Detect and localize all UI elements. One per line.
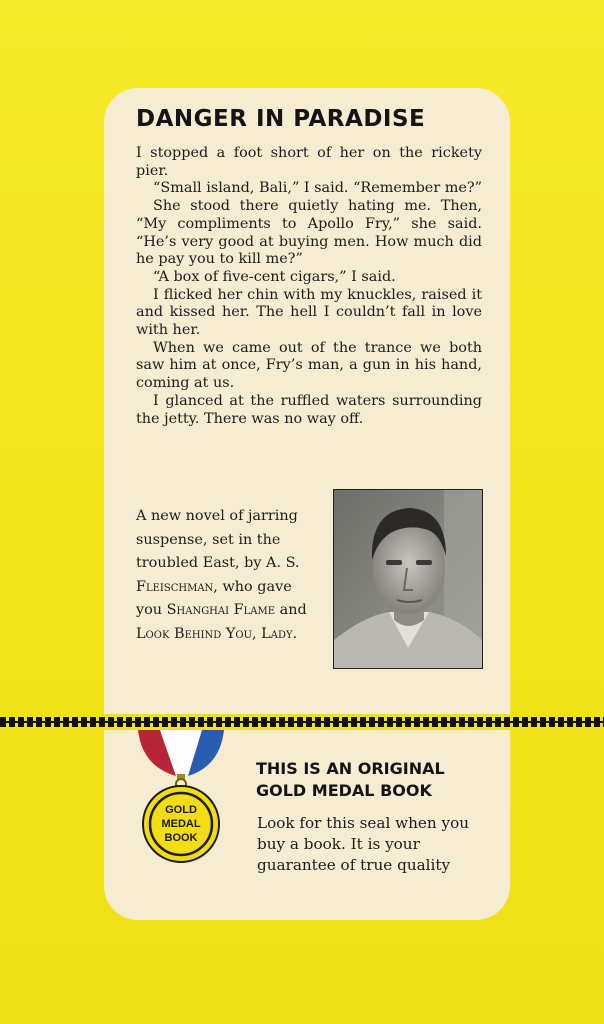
excerpt-paragraph: I glanced at the ruffled waters surrounding the jetty. There was no way off. xyxy=(136,392,482,427)
seal-description: Look for this seal when you buy a book. It is your guarantee of true quality xyxy=(257,814,470,874)
blurb-lead: A new novel of jarring suspense, set in the troubled East, by xyxy=(136,508,298,571)
book-title: DANGER IN PARADISE xyxy=(136,106,426,132)
excerpt-paragraph: I flicked her chin with my knuckles, raised it and kissed her. The hell I couldn’t fall in love with her. xyxy=(136,286,482,339)
previous-book-title: Shanghai Flame xyxy=(166,602,276,618)
seal-heading xyxy=(256,758,486,802)
seal-heading-line: THIS IS AN ORIGINAL xyxy=(256,759,445,778)
excerpt-paragraph: I stopped a foot short of her on the rickety pier. xyxy=(136,145,482,179)
author-portrait-image xyxy=(334,490,482,668)
excerpt-paragraph: “Small island, Bali,” I said. “Remember me?” xyxy=(153,180,483,197)
author-photo xyxy=(333,489,483,669)
excerpt-paragraph: She stood there quietly hating me. Then, “My compliments to Apollo Fry,” she said. “He’s very good at buying men. How much did he pay you to kill me?” xyxy=(136,198,482,268)
seal-heading-line: GOLD MEDAL BOOK xyxy=(256,781,432,800)
excerpt-paragraph: “A box of five-cent cigars,” I said. xyxy=(153,268,396,285)
medal-text-line: MEDAL xyxy=(161,818,201,830)
excerpt xyxy=(136,145,482,428)
medal-text-line: BOOK xyxy=(164,832,198,844)
medal-text-line: GOLD xyxy=(165,804,197,816)
perforated-divider xyxy=(0,714,604,730)
medal-seal xyxy=(143,786,219,862)
author-blurb xyxy=(136,505,316,646)
previous-book-title: Look Behind You, Lady. xyxy=(136,625,298,642)
gold-medal-seal-icon xyxy=(136,726,226,866)
excerpt-paragraph: When we came out of the trance we both saw him at once, Fry’s man, a gun in his hand, coming at us. xyxy=(136,339,482,392)
medal-ribbon xyxy=(138,730,224,776)
author-name: A. S. Fleischman, xyxy=(136,555,300,595)
blurb-and: and xyxy=(279,602,307,618)
blurb-mid: who gave you xyxy=(136,578,292,618)
